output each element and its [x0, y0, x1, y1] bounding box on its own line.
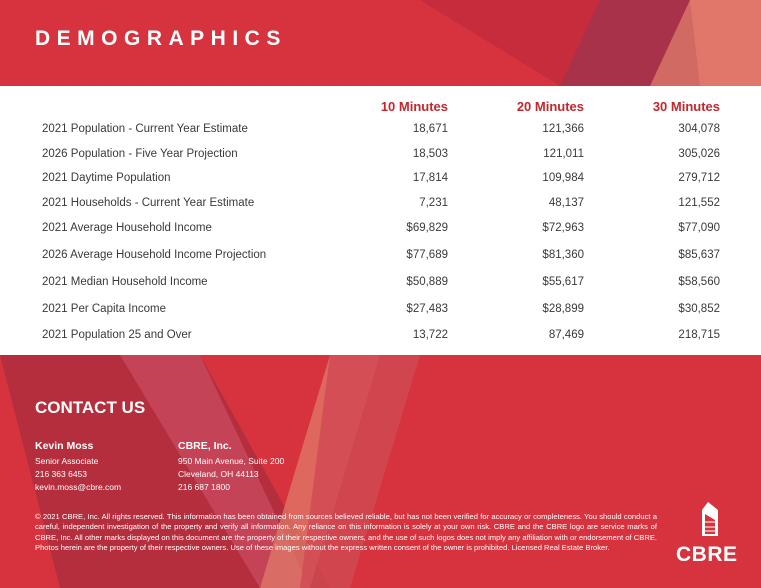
- cell-30-minutes: 279,712: [678, 172, 720, 184]
- disclaimer: © 2021 CBRE, Inc. All rights reserved. This information has been obtained from sources believed reliable, but has not been verified for accuracy or completeness. You should conduct a careful, independent investigation of the property and verify all information. Any reliance on this information is solely at your own risk. CBRE and the CBRE logo are service marks of CBRE, Inc. All other marks displayed on this document are the property of their respective owners, and the use of such logos does not imply any affiliation with or endorsement of CBRE. Photos herein are the property of their respective owners. Use of these images without the express written consent of the owner is prohibited. Licensed Real Estate Broker.: [35, 512, 657, 553]
- company-phone[interactable]: 216 687 1800: [178, 482, 230, 492]
- cell-30-minutes: $58,560: [678, 276, 720, 288]
- person-email[interactable]: kevin.moss@cbre.com: [35, 482, 122, 492]
- column-header-10-minutes: 10 Minutes: [380, 99, 448, 114]
- row-label: 2021 Population - Current Year Estimate: [42, 123, 248, 135]
- cell-30-minutes: 121,552: [678, 197, 720, 209]
- company-name: CBRE, Inc.: [178, 440, 232, 452]
- cell-10-minutes: $69,829: [406, 222, 448, 234]
- row-label: 2021 Daytime Population: [42, 172, 171, 184]
- header: [0, 0, 761, 86]
- cell-20-minutes: 109,984: [542, 172, 584, 184]
- cell-20-minutes: 121,011: [543, 148, 584, 160]
- company-address-line-2: Cleveland, OH 44113: [178, 469, 259, 479]
- contact-person: [35, 440, 121, 494]
- cell-10-minutes: 17,814: [412, 172, 448, 184]
- cbre-logo: CBRE: [676, 543, 738, 566]
- row-label: 2026 Population - Five Year Projection: [42, 148, 238, 160]
- row-label: 2021 Per Capita Income: [42, 303, 167, 315]
- column-header-20-minutes: 20 Minutes: [516, 99, 584, 114]
- contact-title: CONTACT US: [35, 398, 146, 417]
- person-phone[interactable]: 216 363 6453: [35, 469, 87, 479]
- person-role: Senior Associate: [35, 456, 99, 466]
- cell-30-minutes: 218,715: [678, 329, 720, 341]
- cell-10-minutes: 18,503: [412, 148, 448, 160]
- cell-20-minutes: 87,469: [548, 329, 584, 341]
- cell-10-minutes: $50,889: [406, 276, 448, 288]
- cell-30-minutes: $85,637: [678, 249, 720, 261]
- cell-30-minutes: $30,852: [678, 303, 720, 315]
- column-header-30-minutes: 30 Minutes: [652, 99, 720, 114]
- company-address-line-1: 950 Main Avenue, Suite 200: [178, 456, 285, 466]
- cell-20-minutes: $72,963: [542, 222, 584, 234]
- cell-10-minutes: $27,483: [406, 303, 448, 315]
- cell-20-minutes: $55,617: [542, 276, 584, 288]
- cell-30-minutes: 305,026: [678, 148, 720, 160]
- cell-10-minutes: 7,231: [419, 197, 448, 209]
- cell-20-minutes: 48,137: [548, 197, 584, 209]
- row-label: 2021 Average Household Income: [42, 222, 212, 234]
- person-name: Kevin Moss: [35, 440, 94, 452]
- cell-10-minutes: 18,671: [412, 123, 448, 135]
- row-label: 2026 Average Household Income Projection: [42, 249, 267, 261]
- page-title: DEMOGRAPHICS: [35, 27, 287, 50]
- cell-30-minutes: $77,090: [678, 222, 720, 234]
- row-label: 2021 Median Household Income: [42, 276, 208, 288]
- row-label: 2021 Households - Current Year Estimate: [42, 197, 255, 209]
- cell-30-minutes: 304,078: [678, 123, 720, 135]
- row-label: 2021 Population 25 and Over: [42, 329, 192, 341]
- contact-company: [178, 440, 284, 494]
- cell-20-minutes: $28,899: [542, 303, 584, 315]
- cell-10-minutes: 13,722: [412, 329, 448, 341]
- cell-20-minutes: $81,360: [542, 249, 584, 261]
- cell-10-minutes: $77,689: [406, 249, 448, 261]
- cell-20-minutes: 121,366: [542, 123, 584, 135]
